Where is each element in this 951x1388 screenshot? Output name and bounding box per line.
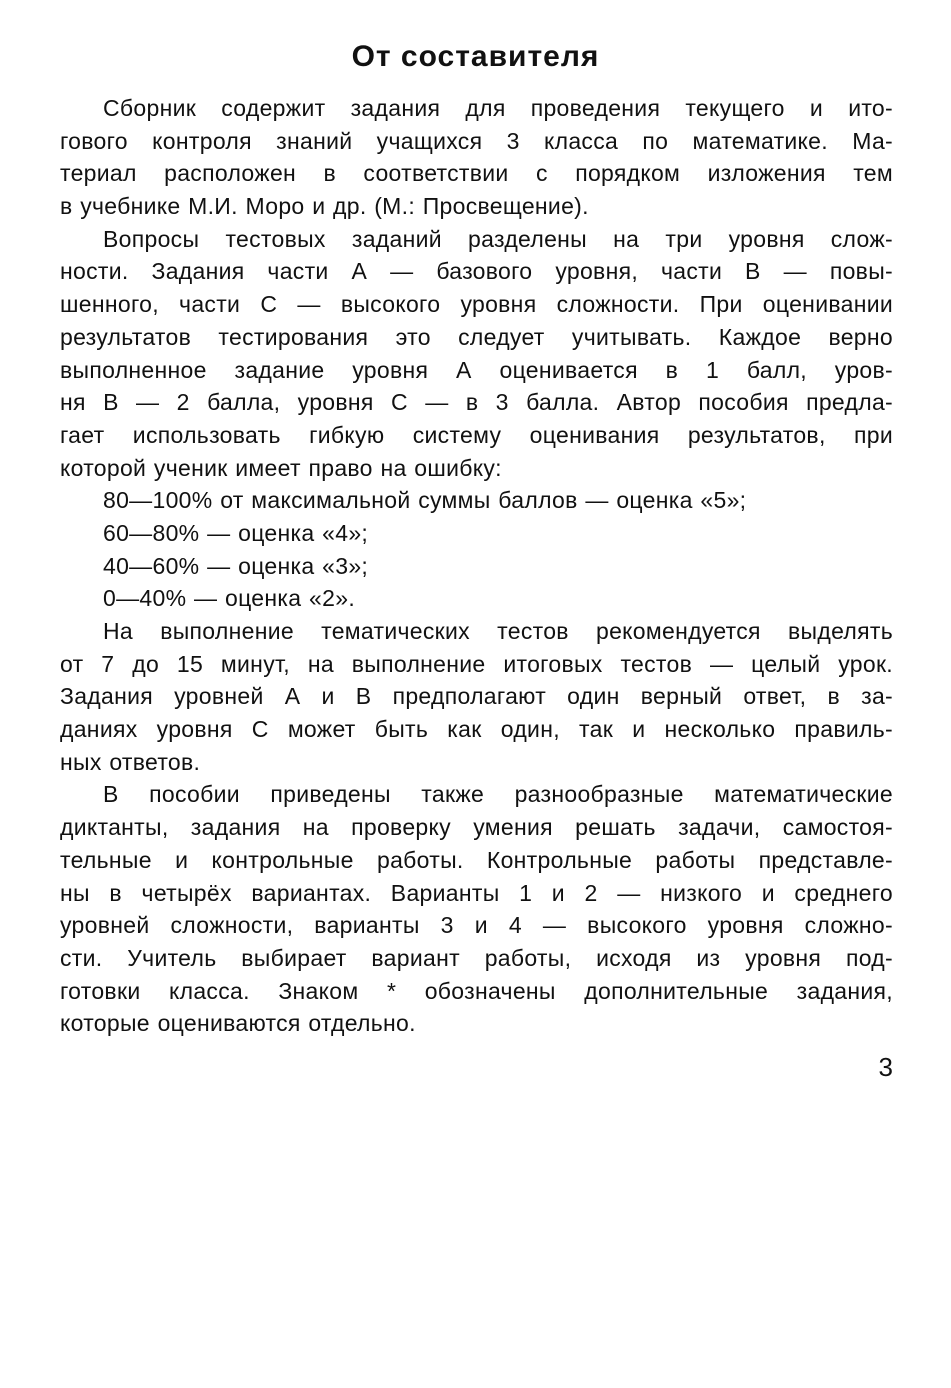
text-line: На выполнение тематических тестов рекомендуется выделять bbox=[103, 618, 893, 644]
text-line: в учебнике М.И. Моро и др. (М.: Просвещение). bbox=[60, 193, 589, 220]
text-line: ных ответов. bbox=[60, 748, 201, 775]
paragraph bbox=[60, 92, 893, 223]
page-number: 3 bbox=[878, 1052, 893, 1082]
text-line: тельные и контрольные работы. Контрольные работы представле- bbox=[60, 846, 893, 873]
text-line: териал расположен в соответствии с порядком изложения тем bbox=[60, 160, 893, 187]
page-title: От составителя bbox=[351, 40, 600, 73]
text-line: даниях уровня С может быть как один, так и несколько правиль- bbox=[60, 716, 893, 743]
text-line: Вопросы тестовых заданий разделены на три уровня слож- bbox=[103, 225, 893, 252]
text-line: ны в четырёх вариантах. Варианты 1 и 2 — низкого и среднего bbox=[60, 879, 893, 906]
grading-scale-list bbox=[60, 484, 893, 615]
text-line: сти. Учитель выбирает вариант работы, исходя из уровня под- bbox=[60, 944, 893, 971]
text-line: гового контроля знаний учащихся 3 класса по математике. Ма- bbox=[60, 127, 893, 154]
grading-scale-item: 60—80% — оценка «4»; bbox=[103, 519, 369, 546]
text-line: результатов тестирования это следует учитывать. Каждое верно bbox=[60, 323, 893, 350]
grading-scale-item: 40—60% — оценка «3»; bbox=[103, 552, 369, 579]
text-line: ности. Задания части А — базового уровня, части В — повы- bbox=[60, 258, 893, 285]
text-line: готовки класса. Знаком * обозначены дополнительные задания, bbox=[60, 977, 893, 1004]
text-line: которые оцениваются отдельно. bbox=[60, 1010, 416, 1037]
text-line: В пособии приведены также разнообразные математические bbox=[103, 781, 893, 808]
grading-scale-item: 0—40% — оценка «2». bbox=[103, 585, 356, 612]
paragraph bbox=[60, 223, 893, 485]
text-line: уровней сложности, варианты 3 и 4 — высокого уровня сложно- bbox=[60, 912, 893, 939]
text-line: ня В — 2 балла, уровня С — в 3 балла. Автор пособия предла- bbox=[60, 389, 893, 416]
text-line: Сборник содержит задания для проведения текущего и ито- bbox=[103, 95, 893, 121]
text-line: выполненное задание уровня А оценивается в 1 балл, уров- bbox=[60, 356, 893, 383]
text-line: диктанты, задания на проверку умения решать задачи, самостоя- bbox=[60, 814, 893, 841]
paragraph bbox=[60, 615, 893, 778]
text-line: гает использовать гибкую систему оценивания результатов, при bbox=[60, 421, 893, 448]
text-line: шенного, части С — высокого уровня сложности. При оценивании bbox=[60, 291, 893, 318]
text-line: которой ученик имеет право на ошибку: bbox=[60, 454, 502, 481]
text-line: от 7 до 15 минут, на выполнение итоговых тестов — целый урок. bbox=[60, 650, 893, 677]
text-line: Задания уровней А и В предполагают один верный ответ, в за- bbox=[60, 683, 893, 710]
document-body bbox=[60, 92, 893, 1040]
grading-scale-item: 80—100% от максимальной суммы баллов — оценка «5»; bbox=[103, 487, 747, 514]
paragraph bbox=[60, 778, 893, 1040]
